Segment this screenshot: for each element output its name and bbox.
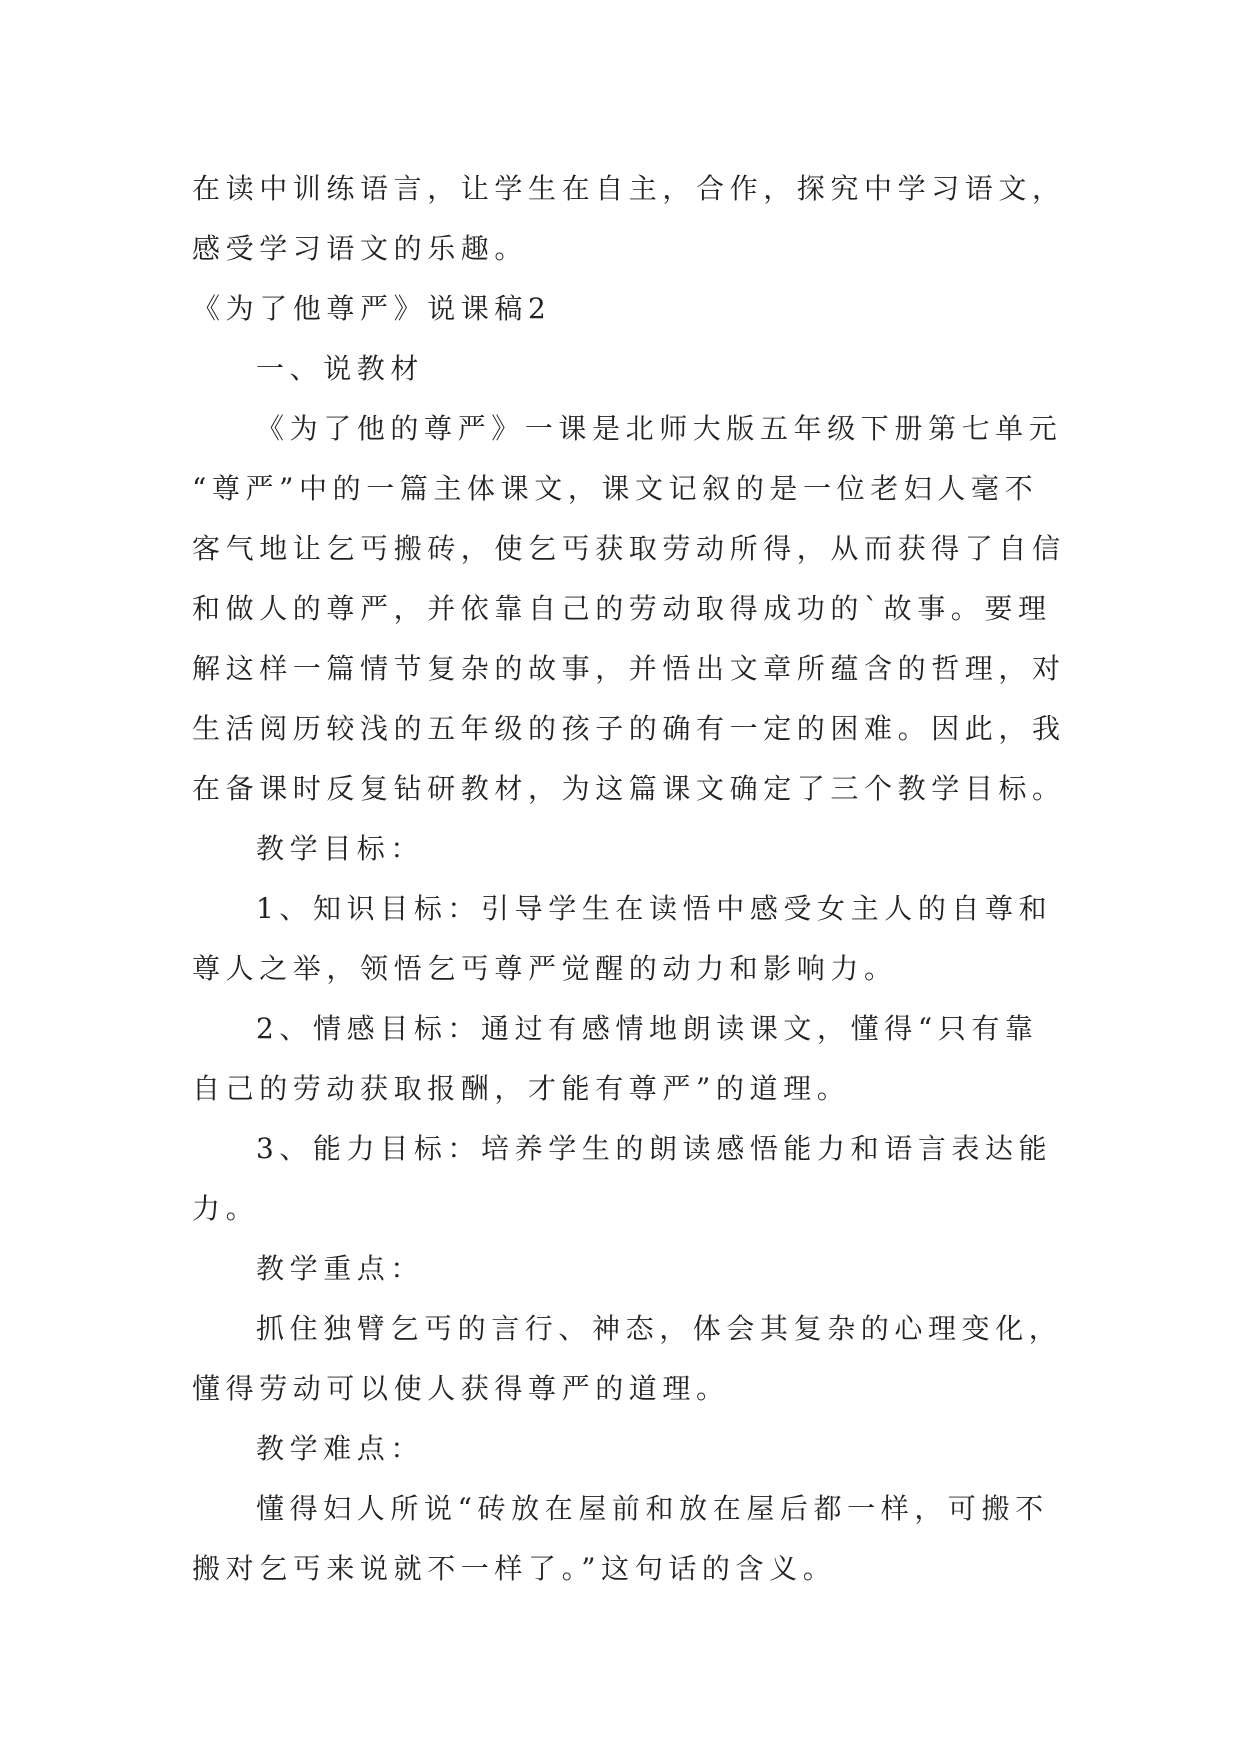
- text-line: 客气地让乞丐搬砖，使乞丐获取劳动所得，从而获得了自信: [192, 532, 1066, 565]
- text-line: 懂得妇人所说“砖放在屋前和放在屋后都一样，可搬不: [256, 1492, 1049, 1525]
- section-title: 《为了他尊严》说课稿2: [192, 292, 552, 325]
- text-line: 生活阅历较浅的五年级的孩子的确有一定的困难。因此，我: [192, 712, 1066, 745]
- text-line: 懂得劳动可以使人获得尊严的道理。: [192, 1372, 730, 1405]
- text-line: 在读中训练语言，让学生在自主，合作，探究中学习语文，: [192, 172, 1066, 205]
- section-heading: 一、说教材: [256, 352, 425, 385]
- text-line: 1、知识目标：引导学生在读悟中感受女主人的自尊和: [256, 892, 1053, 925]
- text-line: 解这样一篇情节复杂的故事，并悟出文章所蕴含的哲理，对: [192, 652, 1066, 685]
- text-line: 感受学习语文的乐趣。: [192, 232, 529, 265]
- text-line: 2、情感目标：通过有感情地朗读课文，懂得“只有靠: [256, 1012, 1039, 1045]
- text-line: 和做人的尊严，并依靠自己的劳动取得成功的`故事。要理: [192, 592, 1052, 625]
- text-line: 《为了他的尊严》一课是北师大版五年级下册第七单元: [256, 412, 1063, 445]
- text-line: “尊严”中的一篇主体课文，课文记叙的是一位老妇人毫不: [192, 472, 1039, 505]
- text-line: 在备课时反复钻研教材，为这篇课文确定了三个教学目标。: [192, 772, 1066, 805]
- text-line: 3、能力目标：培养学生的朗读感悟能力和语言表达能: [256, 1132, 1053, 1165]
- text-line: 自己的劳动获取报酬，才能有尊严”的道理。: [192, 1072, 851, 1105]
- text-line: 搬对乞丐来说就不一样了。”这句话的含义。: [192, 1552, 837, 1585]
- subsection-heading: 教学重点：: [256, 1252, 425, 1285]
- subsection-heading: 教学难点：: [256, 1432, 425, 1465]
- text-line: 力。: [192, 1192, 260, 1225]
- text-line: 抓住独臂乞丐的言行、神态，体会其复杂的心理变化，: [256, 1312, 1063, 1345]
- subsection-heading: 教学目标：: [256, 832, 425, 865]
- text-line: 尊人之举，领悟乞丐尊严觉醒的动力和影响力。: [192, 952, 898, 985]
- document-body: [192, 159, 1072, 1599]
